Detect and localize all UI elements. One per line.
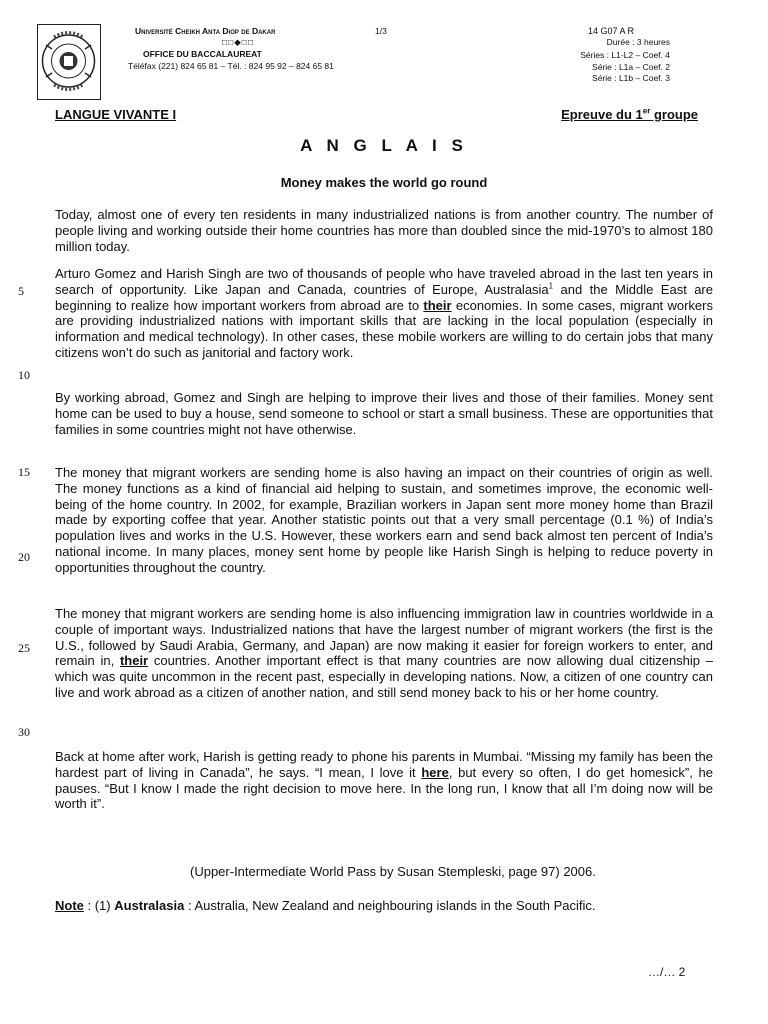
exam-group: Epreuve du 1er groupe	[561, 106, 698, 122]
footnote: Note : (1) Australasia : Australia, New Zealand and neighbouring islands in the South Pacific.	[55, 898, 596, 913]
line-number-15: 15	[18, 465, 30, 479]
seal-graphic	[38, 25, 99, 98]
paragraph-5: The money that migrant workers are sending home is also influencing immigration law in countries worldwide in a couple of important ways. Industrialized nations that have the largest number of migrant workers (the first is the U.S., followed by Saudi Arabia, Germany, and Japan) are now making it easier for foreign workers to enter, and remain in, their countries. Another important effect is that many countries are now allowing dual citizenship – which was quite uncommon in the recent past, especially in developing nations. Now, a citizen of one country can live and work abroad as a citizen of another nation, and still send money back to his or her home country.	[55, 606, 713, 700]
office-name: OFFICE DU BACCALAUREAT	[143, 49, 262, 59]
page-continuation: …/… 2	[648, 965, 686, 979]
emphasis-here: here	[421, 764, 449, 780]
paragraph-6: Back at home after work, Harish is getting ready to phone his parents in Mumbai. “Missing my family has been the hardest part of living in Canada”, he says. “I mean, I love it here, but every so often, I do get homesick”, he pauses. “But I know I made the right decision to move here. In the long run, I know that all I’m doing now will be worth it”.	[55, 749, 713, 812]
page-fraction: 1/3	[375, 26, 387, 36]
series-line-2: Série : L1a – Coef. 2	[592, 62, 670, 72]
exam-duration: Durée : 3 heures	[606, 37, 670, 47]
contact-line: Téléfax (221) 824 65 81 – Tél. : 824 95 92 – 824 65 81	[128, 61, 334, 71]
note-term: Australasia	[114, 898, 185, 913]
university-name: Université Cheikh Anta Diop de Dakar	[135, 26, 276, 36]
source-citation: (Upper-Intermediate World Pass by Susan Stempleski, page 97) 2006.	[190, 864, 596, 879]
subject-label: LANGUE VIVANTE I	[55, 107, 177, 122]
university-logo	[37, 24, 101, 100]
ornament: □□◆□□	[222, 37, 255, 47]
page-title: A N G L A I S	[300, 136, 468, 155]
paragraph-3: By working abroad, Gomez and Singh are helping to improve their lives and those of their families. Money sent home can be used to buy a house, send someone to school or start a small business. These are opportunities that families in some countries might not have otherwise.	[55, 390, 713, 437]
paragraph-4: The money that migrant workers are sending home is also having an impact on their countries of origin as well. The money functions as a kind of financial aid helping to sustain, and sometimes improve, the economic well-being of the home country. In 2002, for example, Brazilian workers in Japan sent more money home than Brazil made by exporting coffee that year. Another statistic points out that a very small percentage (0.1 %) of India’s population lives and works in the U.S. However, these workers earn and send back almost ten percent of India’s national income. In many places, money sent home by people like Harish Singh is helping to reduce poverty in opportunities throughout the country.	[55, 465, 713, 575]
line-number-10: 10	[18, 368, 30, 382]
line-number-20: 20	[18, 550, 30, 564]
exam-code: 14 G07 A R	[588, 26, 635, 36]
paragraph-2: Arturo Gomez and Harish Singh are two of thousands of people who have traveled abroad in the last ten years in search of opportunity. Like Japan and Canada, countries of Europe, Australasia$^1$ and the Middle East are beginning to realize how important workers from abroad are to their economies. In some cases, migrant workers are providing industrialized nations with important skills that are lacking in the local population (especially in information and medical technology). In other cases, these mobile workers are willing to do certain jobs that many citizens won’t do such as janitorial and factory work.	[55, 266, 713, 360]
line-number-25: 25	[18, 641, 30, 655]
series-line-3: Série : L1b – Coef. 3	[592, 73, 670, 83]
text-subtitle: Money makes the world go round	[280, 175, 488, 190]
line-number-30: 30	[18, 725, 30, 739]
series-line-1: Séries : L1-L2 – Coef. 4	[580, 50, 670, 60]
emphasis-their-2: their	[119, 653, 149, 669]
line-number-5: 5	[18, 284, 24, 298]
paragraph-1: Today, almost one of every ten residents in many industrialized nations is from another country. The number of people living and working outside their home countries has more than doubled since the mid-1970’s to almost 180 million today.	[55, 207, 713, 254]
emphasis-their: their	[423, 297, 452, 313]
note-label: Note	[55, 898, 84, 913]
